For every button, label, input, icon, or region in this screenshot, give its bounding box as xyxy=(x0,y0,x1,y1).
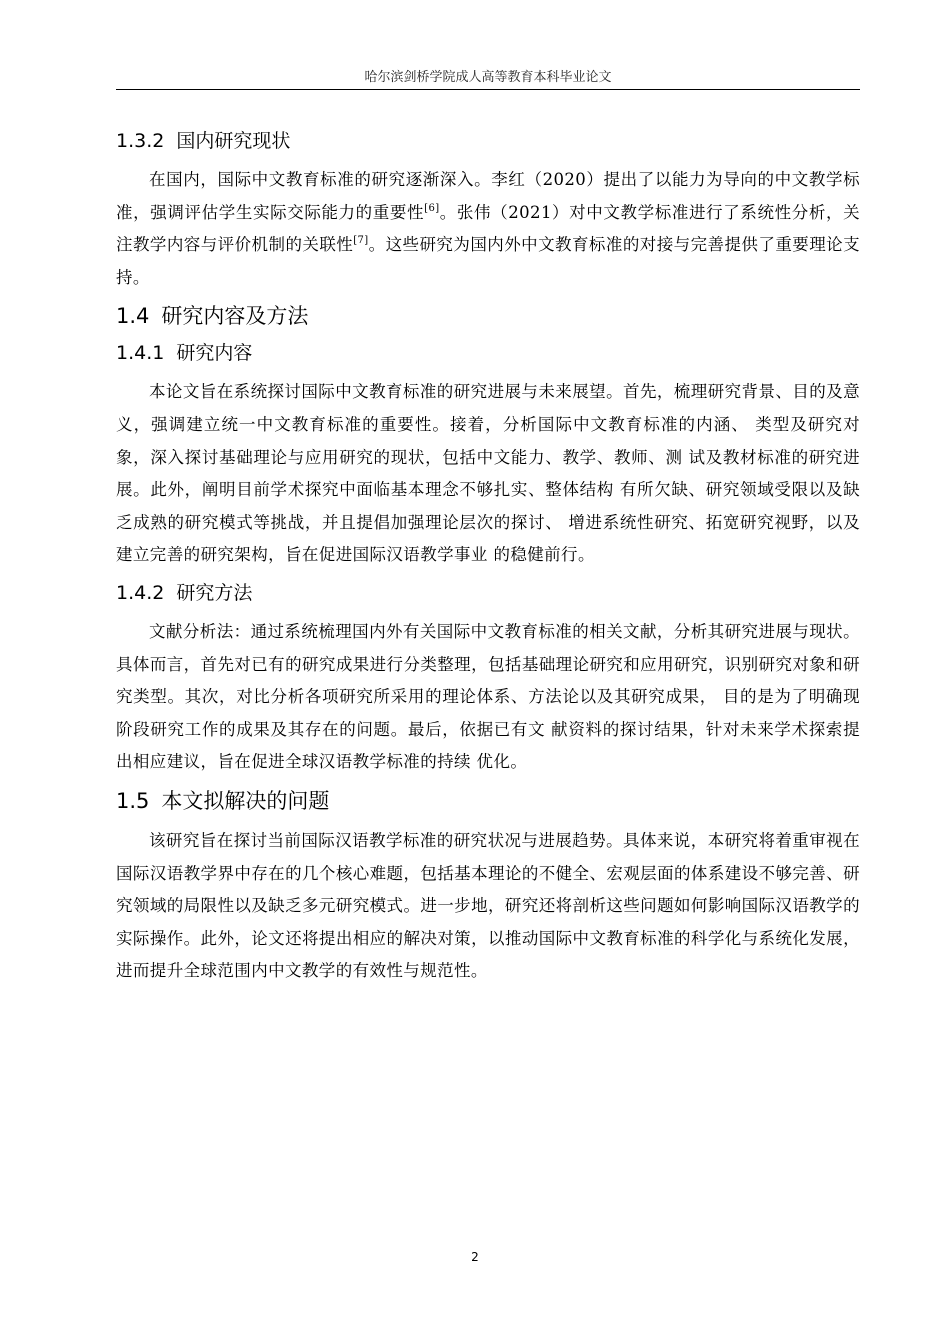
page-body xyxy=(116,120,860,994)
citation-7[interactable]: [7] xyxy=(353,235,369,247)
section-number: 1.3.2 xyxy=(116,130,165,152)
paragraph-research-method: 文献分析法：通过系统梳理国内外有关国际中文教育标准的相关文献，分析其研究进展与现状。具体而言，首先对已有的研究成果进行分类整理，包括基础理论研究和应用研究，识别研究对象和研究类型。其次，对比分析各项研究所采用的理论体系、方法论以及其研究成果， 目的是为了明确现阶段研究工作的成果及其存在的问题。最后，依据已有文 献资料的探讨结果，针对未来学术探索提出相应建议，旨在促进全球汉语教学标准的持续 优化。 xyxy=(116,621,860,772)
section-number: 1.5 xyxy=(116,788,150,813)
citation-6[interactable]: [6] xyxy=(424,202,440,214)
heading-1-3-2 xyxy=(116,128,860,154)
running-header: 哈尔滨剑桥学院成人高等教育本科毕业论文 xyxy=(364,70,612,85)
section-number: 1.4.1 xyxy=(116,342,165,365)
header-divider xyxy=(116,89,860,90)
section-number: 1.4.2 xyxy=(116,581,165,604)
page-number: 2 xyxy=(471,1250,479,1264)
heading-1-5 xyxy=(116,787,860,815)
section-title: 本文拟解决的问题 xyxy=(161,788,330,813)
text-run: 在国内，国际中文教育标准的研究逐渐深入。李红（2020）提出了以能力为导向的中文教学标准，强调评估学生实际交际能力的重要性 xyxy=(116,170,860,222)
heading-1-4-1 xyxy=(116,340,860,366)
section-title: 研究内容及方法 xyxy=(161,304,309,329)
section-number: 1.4 xyxy=(116,304,150,329)
text-run: 。这些研究为国内外中文教育标准的对接与完善提供了重要理论支持。 xyxy=(116,235,860,287)
paragraph-domestic-research xyxy=(116,164,860,294)
heading-1-4-2 xyxy=(116,580,860,606)
section-title: 研究内容 xyxy=(176,342,253,365)
heading-1-4 xyxy=(116,302,860,330)
paragraph-research-content: 本论文旨在系统探讨国际中文教育标准的研究进展与未来展望。首先，梳理研究背景、目的及意义，强调建立统一中文教育标准的重要性。接着，分析国际中文教育标准的内涵、 类型及研究对象，深入探讨基础理论与应用研究的现状，包括中文能力、教学、教师、测 试及教材标准的研究进展。此外，阐明目前学术探究中面临基本理念不够扎实、整体结构 有所欠缺、研究领域受限以及缺乏成熟的研究模式等挑战，并且提倡加强理论层次的探讨、 增进系统性研究、拓宽研究视野，以及建立完善的研究架构，旨在促进国际汉语教学事业 的稳健前行。 xyxy=(116,382,860,565)
paragraph-problems-to-solve: 该研究旨在探讨当前国际汉语教学标准的研究状况与进展趋势。具体来说，本研究将着重审视在国际汉语教学界中存在的几个核心难题，包括基本理论的不健全、宏观层面的体系建设不够完善、研究领域的局限性以及缺乏多元研究模式。进一步地，研究还将剖析这些问题如何影响国际汉语教学的实际操作。此外，论文还将提出相应的解决对策，以推动国际中文教育标准的科学化与系统化发展，进而提升全球范围内中文教学的有效性与规范性。 xyxy=(116,830,860,981)
section-title: 研究方法 xyxy=(176,581,253,604)
text-run: 。张伟（2021）对中文教学标准进行了系统性分析，关注教学内容与评价机制的关联性 xyxy=(116,202,860,255)
section-title: 国内研究现状 xyxy=(176,130,291,152)
